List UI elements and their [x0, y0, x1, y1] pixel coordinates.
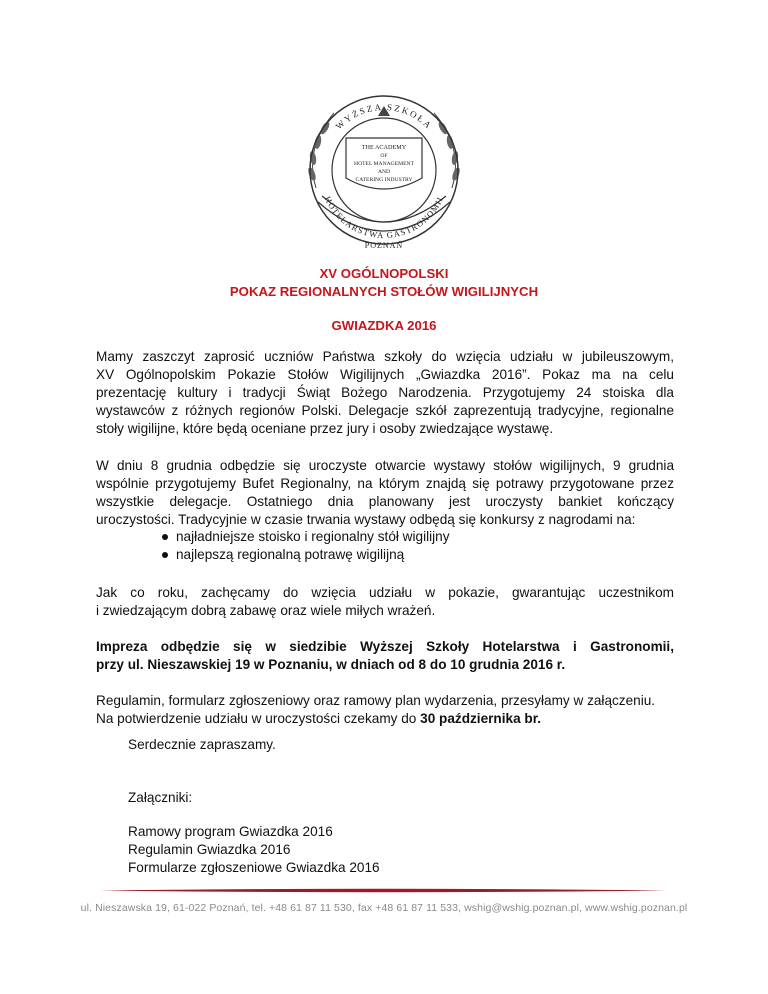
- paragraph-line: W dniu 8 grudnia odbędzie się uroczyste otwarcie wystawy stołów wigilijnych, 9 grudnia: [96, 458, 674, 473]
- invitation-paragraph: [96, 348, 674, 438]
- logo-arc-bottom: HOTELARSTWA GASTRONOMII: [322, 194, 446, 241]
- heading-event-name: GWIAZDKA 2016: [331, 318, 437, 333]
- attachments-label: Załączniki:: [128, 790, 193, 805]
- footer-divider: [100, 888, 666, 893]
- paragraph-line: wspólnie przygotujemy Bufet Regionalny, na którym znajdą się potrawy przygotowane przez: [96, 476, 674, 491]
- list-item-text: najlepszą regionalną potrawę wigilijną: [176, 547, 405, 562]
- footer-contact: ul. Nieszawska 19, 61-022 Poznań, tel. +48 61 87 11 530, fax +48 61 87 11 533, wshig@wshig.poznan.pl, www.wshig.poznan.pl: [80, 902, 688, 914]
- paragraph-line: uroczystości. Tradycyjnie w czasie trwania wystawy odbędą się konkursy z nagrodami na:: [96, 512, 636, 527]
- list-item: [162, 528, 450, 546]
- paragraph-line: [96, 710, 674, 728]
- closing-greeting: Serdecznie zapraszamy.: [128, 737, 276, 752]
- logo-city: POZNAŃ: [364, 241, 404, 250]
- logo-arc-top: WYŻSZA SZKOŁA: [333, 101, 435, 132]
- contest-list: [162, 528, 450, 564]
- paragraph-line: wszystkie delegacje. Ostatniego dnia planowany jest uroczysty bankiet kończący: [96, 494, 674, 509]
- schedule-paragraph: [96, 457, 674, 529]
- paragraph-line: przy ul. Nieszawskiej 19 w Poznaniu, w dniach od 8 do 10 grudnia 2016 r.: [96, 657, 566, 672]
- svg-text:HOTELARSTWA GASTRONOMII: [323, 195, 445, 241]
- paragraph-line: Jak co roku, zachęcamy do wzięcia udziału w pokazie, gwarantując uczestnikom: [96, 585, 674, 600]
- attachment-item: Regulamin Gwiazdka 2016: [128, 842, 291, 857]
- list-item-text: najładniejsze stoisko i regionalny stół wigilijny: [176, 529, 450, 544]
- confirmation-paragraph: [96, 692, 674, 728]
- attachment-item: Ramowy program Gwiazdka 2016: [128, 824, 333, 839]
- logo-inner-line-3: HOTEL MANAGEMENT: [354, 161, 414, 167]
- bullet-icon: [162, 552, 168, 558]
- paragraph-line: prezentację kultury i tradycji Świąt Bożego Narodzenia. Przygotujemy 24 stoiska dla: [96, 385, 674, 400]
- attachment-item: Formularze zgłoszeniowe Gwiazdka 2016: [128, 860, 380, 875]
- paragraph-line: i zwiedzającym dobrą zabawę oraz wiele miłych wrażeń.: [96, 603, 436, 618]
- bullet-icon: [162, 534, 168, 540]
- logo-inner-line-1: THE ACADEMY: [361, 144, 407, 151]
- paragraph-line: stoły wigilijne, które będą oceniane przez jury i osoby zwiedzające wystawę.: [96, 421, 554, 436]
- venue-paragraph: [96, 638, 674, 674]
- encouragement-paragraph: [96, 584, 674, 620]
- attachments-list: [128, 823, 380, 877]
- deadline-date: 30 października br.: [420, 711, 542, 726]
- heading-line-2: POKAZ REGIONALNYCH STOŁÓW WIGILIJNYCH: [229, 284, 539, 299]
- confirmation-text: Na potwierdzenie udziału w uroczystości czekamy do: [96, 711, 421, 726]
- paragraph-line: Regulamin, formularz zgłoszeniowy oraz ramowy plan wydarzenia, przesyłamy w załączeniu.: [96, 693, 656, 708]
- paragraph-line: wystawców z różnych regionów Polski. Delegacje szkół zaprezentują tradycyjne, regionalne: [96, 403, 674, 418]
- heading-line-1: XV OGÓLNOPOLSKI: [319, 266, 449, 281]
- logo-inner-line-4: AND: [377, 169, 391, 175]
- logo-inner-line-2: OF: [380, 153, 388, 159]
- paragraph-line: XV Ogólnopolskim Pokazie Stołów Wigilijnych „Gwiazdka 2016”. Pokaz ma na celu: [96, 367, 674, 382]
- academy-logo-seal: [294, 78, 474, 258]
- svg-text:WYŻSZA SZKOŁA: [334, 102, 435, 131]
- paragraph-line: Mamy zaszczyt zaprosić uczniów Państwa szkoły do wzięcia udziału w jubileuszowym,: [96, 349, 674, 364]
- logo-inner-line-5: CATERING INDUSTRY: [355, 177, 413, 183]
- list-item: [162, 546, 450, 564]
- paragraph-line: Impreza odbędzie się w siedzibie Wyższej Szkoły Hotelarstwa i Gastronomii,: [96, 639, 674, 654]
